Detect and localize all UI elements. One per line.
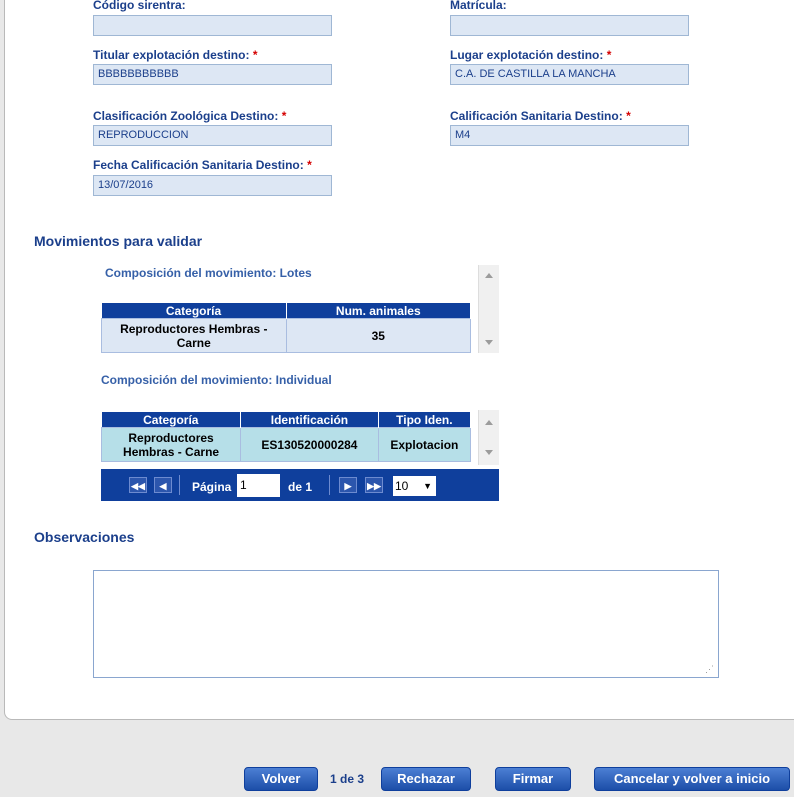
page-size-value: 10 [395, 479, 409, 493]
column-header[interactable]: Num. animales [286, 303, 470, 319]
firmar-button[interactable]: Firmar [495, 767, 571, 791]
table-row[interactable] [102, 319, 471, 353]
scroll-down-icon[interactable] [485, 450, 493, 455]
scroll-down-icon[interactable] [485, 340, 493, 345]
observaciones-title: Observaciones [34, 529, 135, 545]
resize-grip-icon[interactable]: ⋰ [705, 664, 714, 674]
lugar-field[interactable]: C.A. DE CASTILLA LA MANCHA [450, 64, 689, 85]
column-header[interactable]: Identificación [241, 412, 379, 428]
fecha-field[interactable]: 13/07/2016 [93, 175, 332, 196]
lotes-scrollbar[interactable] [478, 265, 499, 353]
separator [329, 475, 330, 495]
last-page-icon[interactable]: ▶▶ [365, 477, 383, 493]
rechazar-button[interactable]: Rechazar [381, 767, 471, 791]
matricula-label: Matrícula: [450, 0, 507, 12]
movimientos-title: Movimientos para validar [34, 233, 203, 249]
scroll-up-icon[interactable] [485, 273, 493, 278]
pagination-bar [101, 469, 499, 501]
record-position: 1 de 3 [330, 772, 365, 786]
table-header-row [102, 303, 471, 319]
required-mark: * [307, 158, 312, 172]
prev-page-icon[interactable]: ◀ [154, 477, 172, 493]
separator [179, 475, 180, 495]
table-cell: Explotacion [378, 428, 470, 462]
table-cell: Reproductores Hembras - Carne [102, 428, 241, 462]
page-number-input[interactable]: 1 [237, 474, 280, 497]
required-mark: * [252, 48, 258, 62]
lotes-title: Composición del movimiento: Lotes [105, 266, 312, 280]
observaciones-textarea[interactable] [93, 570, 719, 678]
column-header[interactable]: Categoría [102, 412, 241, 428]
titular-label: Titular explotación destino: * [93, 48, 258, 62]
individual-scrollbar[interactable] [478, 410, 499, 465]
lotes-table [101, 303, 471, 353]
calificacion-field[interactable]: M4 [450, 125, 689, 146]
required-mark: * [626, 109, 631, 123]
page-size-select[interactable] [393, 476, 436, 496]
column-header[interactable]: Tipo Iden. [378, 412, 470, 428]
cancelar-button[interactable]: Cancelar y volver a inicio [594, 767, 790, 791]
table-header-row [102, 412, 471, 428]
individual-title: Composición del movimiento: Individual [101, 373, 332, 387]
table-row[interactable] [102, 428, 471, 462]
clasificacion-label: Clasificación Zoológica Destino: * [93, 109, 287, 123]
scroll-up-icon[interactable] [485, 420, 493, 425]
clasificacion-field[interactable]: REPRODUCCION [93, 125, 332, 146]
chevron-down-icon: ▼ [423, 481, 432, 491]
table-cell: Reproductores Hembras - Carne [102, 319, 287, 353]
volver-button[interactable]: Volver [244, 767, 318, 791]
matricula-field[interactable] [450, 15, 689, 36]
required-mark: * [281, 109, 287, 123]
column-header[interactable]: Categoría [102, 303, 287, 319]
fecha-label: Fecha Calificación Sanitaria Destino: * [93, 158, 312, 172]
calificacion-label: Calificación Sanitaria Destino: * [450, 109, 631, 123]
next-page-icon[interactable]: ▶ [339, 477, 357, 493]
individual-table [101, 412, 471, 462]
first-page-icon[interactable]: ◀◀ [129, 477, 147, 493]
table-cell: ES130520000284 [241, 428, 379, 462]
required-mark: * [606, 48, 612, 62]
titular-field[interactable]: BBBBBBBBBBB [93, 64, 332, 85]
page-count: de 1 [288, 480, 313, 494]
lugar-label: Lugar explotación destino: * [450, 48, 612, 62]
codigo-sirentra-label: Código sirentra: [93, 0, 186, 12]
table-cell: 35 [286, 319, 470, 353]
page-label: Página [192, 480, 232, 494]
codigo-sirentra-field[interactable] [93, 15, 332, 36]
